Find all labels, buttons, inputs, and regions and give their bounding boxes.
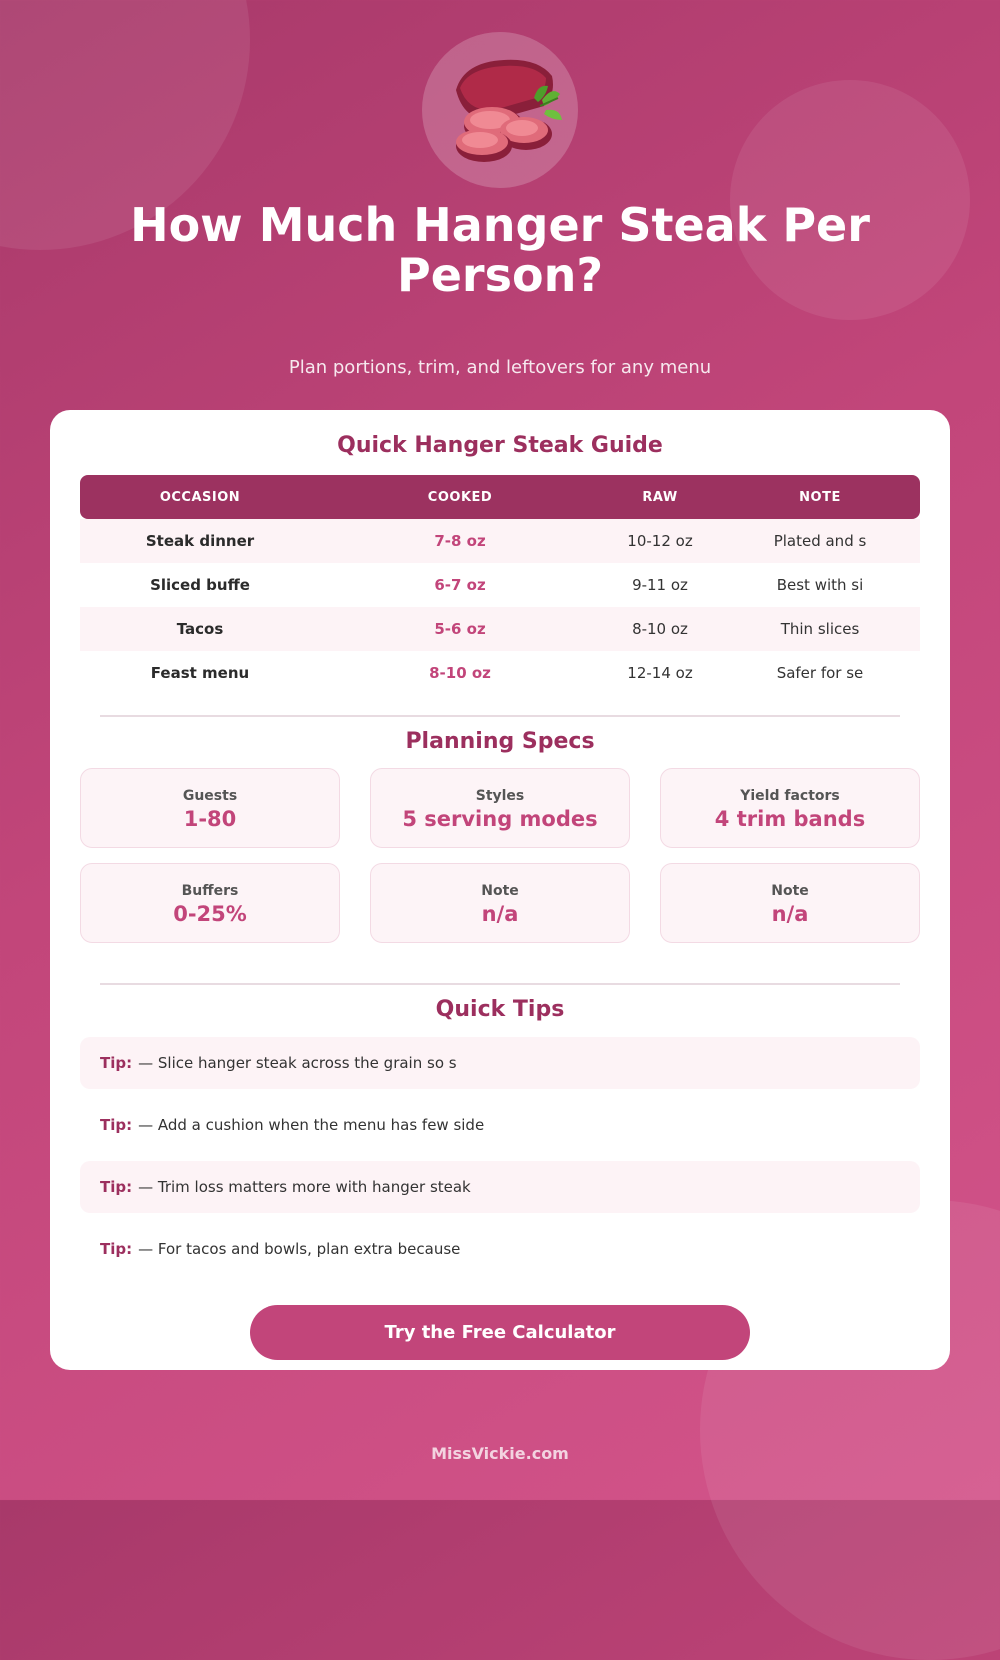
spec-value: 0-25% xyxy=(173,902,247,926)
note-cell: Best with si xyxy=(776,576,864,594)
raw-cell: 12-14 oz xyxy=(627,664,693,682)
occasion-cell: Sliced buffe xyxy=(150,576,250,594)
tip-label: Tip: xyxy=(100,1240,133,1258)
occasion-cell: Tacos xyxy=(176,620,224,638)
raw-cell: 9-11 oz xyxy=(632,576,688,594)
footer-brand: MissVickie.com xyxy=(431,1444,569,1463)
spec-card xyxy=(370,768,630,848)
tip-label: Tip: xyxy=(100,1116,133,1134)
tip-label: Tip: xyxy=(100,1054,133,1072)
spec-value: 5 serving modes xyxy=(402,807,598,831)
page-title: How Much Hanger Steak Per Person? xyxy=(130,198,870,302)
guide-title: Quick Hanger Steak Guide xyxy=(337,433,663,458)
spec-label: Note xyxy=(771,883,809,899)
section-divider xyxy=(100,715,900,717)
note-cell: Thin slices xyxy=(780,620,860,638)
cooked-cell: 6-7 oz xyxy=(434,576,486,594)
tip-item xyxy=(80,1037,920,1089)
cooked-cell: 8-10 oz xyxy=(429,664,491,682)
spec-card xyxy=(370,863,630,943)
spec-label: Yield factors xyxy=(740,788,840,804)
table-header xyxy=(80,475,920,519)
tip-text: — For tacos and bowls, plan extra because xyxy=(138,1240,461,1258)
spec-label: Buffers xyxy=(181,883,239,899)
note-cell: Safer for se xyxy=(776,664,864,682)
section-divider xyxy=(100,983,900,985)
column-header-raw: RAW xyxy=(642,489,678,505)
spec-value: n/a xyxy=(481,902,519,926)
content-card xyxy=(50,410,950,1370)
tip-label: Tip: xyxy=(100,1178,133,1196)
occasion-cell: Steak dinner xyxy=(145,532,255,550)
raw-cell: 8-10 oz xyxy=(632,620,688,638)
table-row xyxy=(80,519,920,563)
table-row xyxy=(80,651,920,695)
cooked-cell: 5-6 oz xyxy=(434,620,486,638)
spec-card xyxy=(80,863,340,943)
spec-value: 4 trim bands xyxy=(714,807,866,831)
table-row xyxy=(80,607,920,651)
spec-value: 1-80 xyxy=(183,807,237,831)
spec-label: Guests xyxy=(182,788,238,804)
steak-icon xyxy=(434,50,566,170)
tip-item xyxy=(80,1161,920,1213)
tip-text: — Slice hanger steak across the grain so s xyxy=(138,1054,457,1072)
try-calculator-button[interactable]: Try the Free Calculator xyxy=(250,1305,750,1360)
spec-label: Note xyxy=(481,883,519,899)
cooked-cell: 7-8 oz xyxy=(434,532,486,550)
spec-card xyxy=(660,768,920,848)
spec-card xyxy=(80,768,340,848)
tip-item xyxy=(80,1223,920,1275)
column-header-cooked: COOKED xyxy=(427,489,493,505)
note-cell: Plated and s xyxy=(773,532,867,550)
raw-cell: 10-12 oz xyxy=(627,532,693,550)
column-header-note: NOTE xyxy=(799,489,841,505)
spec-card xyxy=(660,863,920,943)
table-row xyxy=(80,563,920,607)
tip-item xyxy=(80,1099,920,1151)
column-header-occasion: OCCASION xyxy=(159,489,241,505)
page-subtitle: Plan portions, trim, and leftovers for any menu xyxy=(288,357,712,378)
spec-value: n/a xyxy=(771,902,809,926)
tips-title: Quick Tips xyxy=(435,997,565,1022)
spec-label: Styles xyxy=(475,788,525,804)
hero-icon-circle xyxy=(422,32,578,188)
specs-title: Planning Specs xyxy=(405,729,595,754)
guide-table xyxy=(80,475,920,695)
occasion-cell: Feast menu xyxy=(150,664,250,682)
tip-text: — Trim loss matters more with hanger steak xyxy=(138,1178,471,1196)
tip-text: — Add a cushion when the menu has few side xyxy=(138,1116,485,1134)
